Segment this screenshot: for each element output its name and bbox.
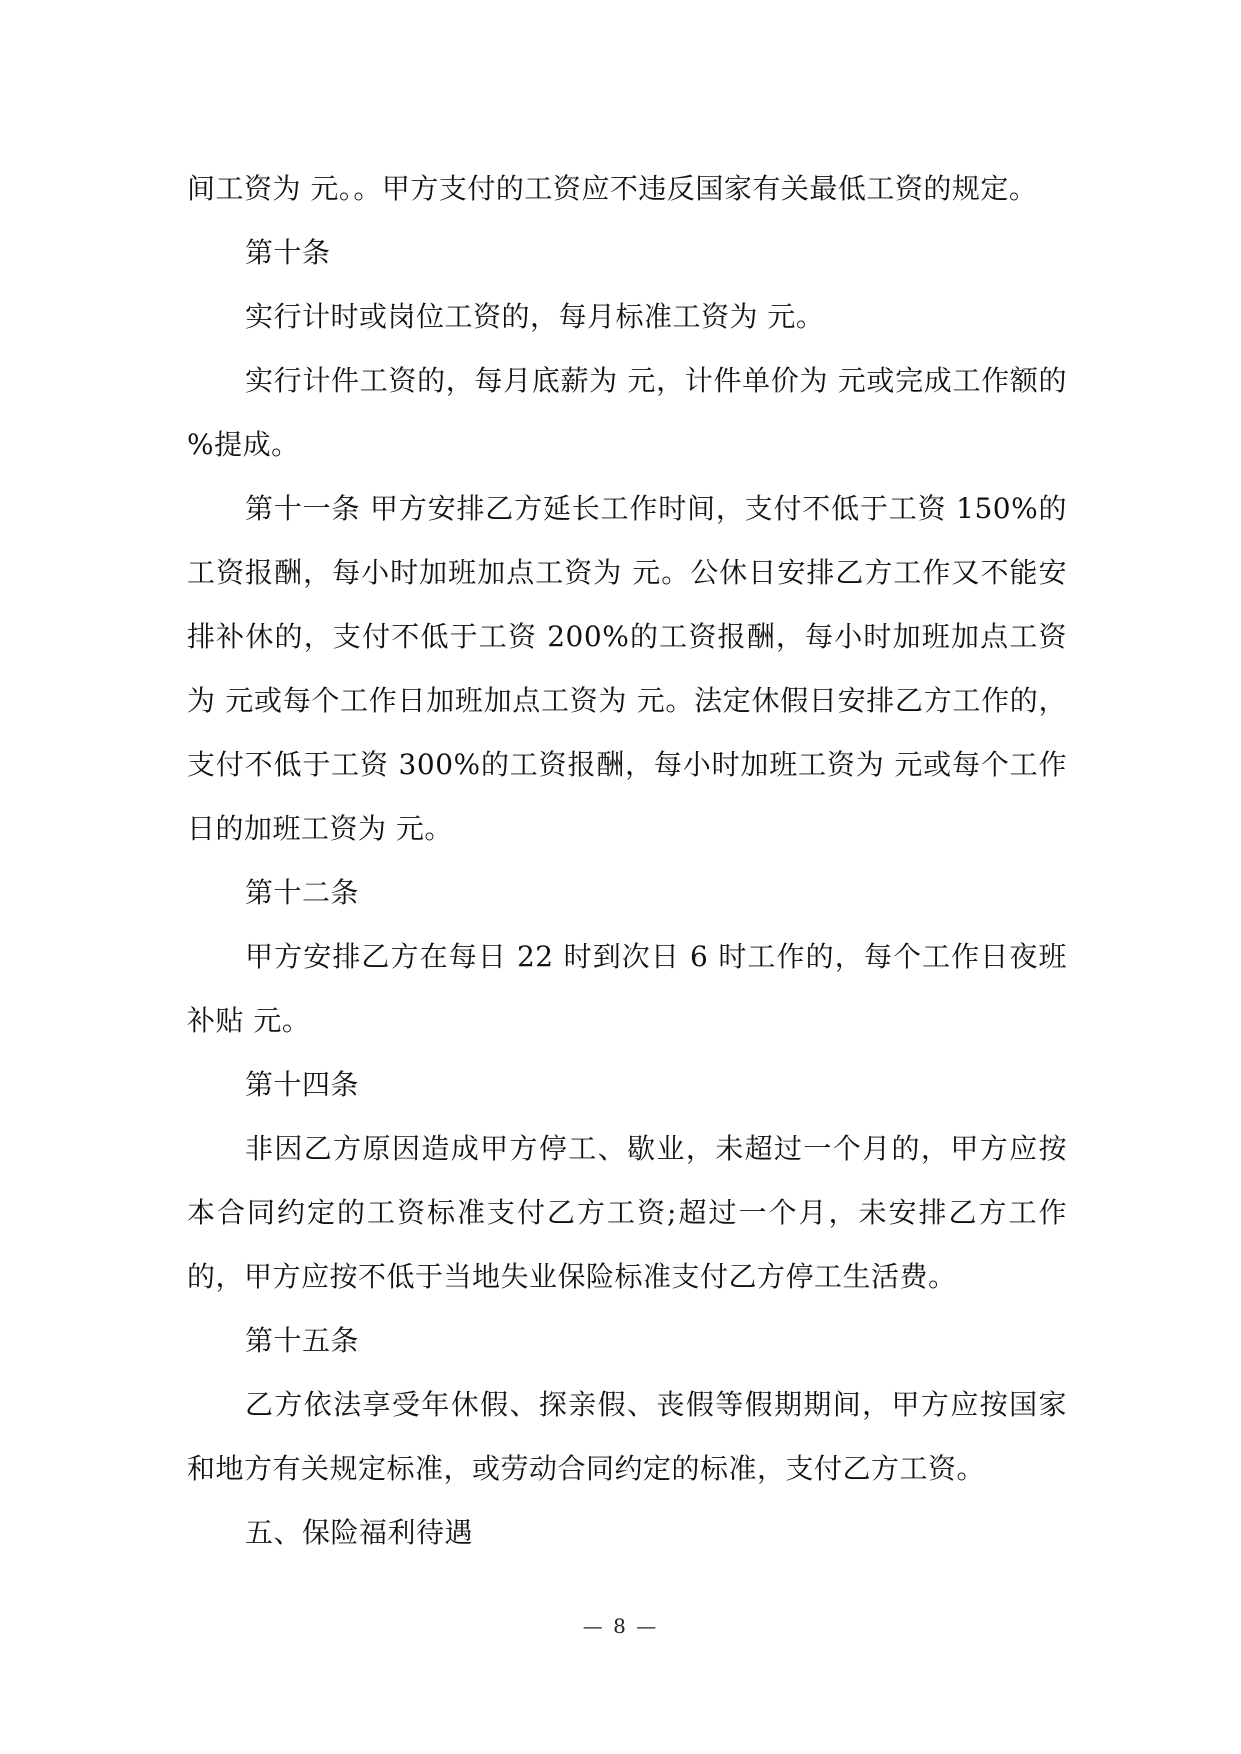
paragraph: 非因乙方原因造成甲方停工、歇业，未超过一个月的，甲方应按本合同约定的工资标准支付乙方工资;超过一个月，未安排乙方工作的，甲方应按不低于当地失业保险标准支付乙方停工生活费。 [187,1132,1067,1293]
article-heading: 第十二条 [245,876,360,909]
paragraph: 第十一条 甲方安排乙方延长工作时间，支付不低于工资 150%的工资报酬，每小时加班加点工资为 元。公休日安排乙方工作又不能安排补休的，支付不低于工资 200%的工资报酬，每小时加班加点工资为 元或每个工作日加班加点工资为 元。法定休假日安排乙方工作的，支付不低于工资 300%的工资报酬，每小时加班工资为 元或每个工作日的加班工资为 元。 [187,492,1067,845]
paragraph: 实行计时或岗位工资的，每月标准工资为 元。 [245,300,825,333]
paragraph: 间工资为 元。。甲方支付的工资应不违反国家有关最低工资的规定。 [187,172,1038,205]
document-body [187,157,1067,1565]
section-heading: 五、保险福利待遇 [245,1516,474,1549]
page-number: — 8 — [582,1614,659,1638]
paragraph: 甲方安排乙方在每日 22 时到次日 6 时工作的，每个工作日夜班补贴 元。 [187,940,1067,1037]
paragraph: 乙方依法享受年休假、探亲假、丧假等假期期间，甲方应按国家和地方有关规定标准，或劳动合同约定的标准，支付乙方工资。 [187,1388,1067,1485]
article-heading: 第十四条 [245,1068,360,1101]
article-heading: 第十五条 [245,1324,360,1357]
article-heading: 第十条 [245,236,331,269]
paragraph: 实行计件工资的，每月底薪为 元，计件单价为 元或完成工作额的 %提成。 [187,364,1067,461]
